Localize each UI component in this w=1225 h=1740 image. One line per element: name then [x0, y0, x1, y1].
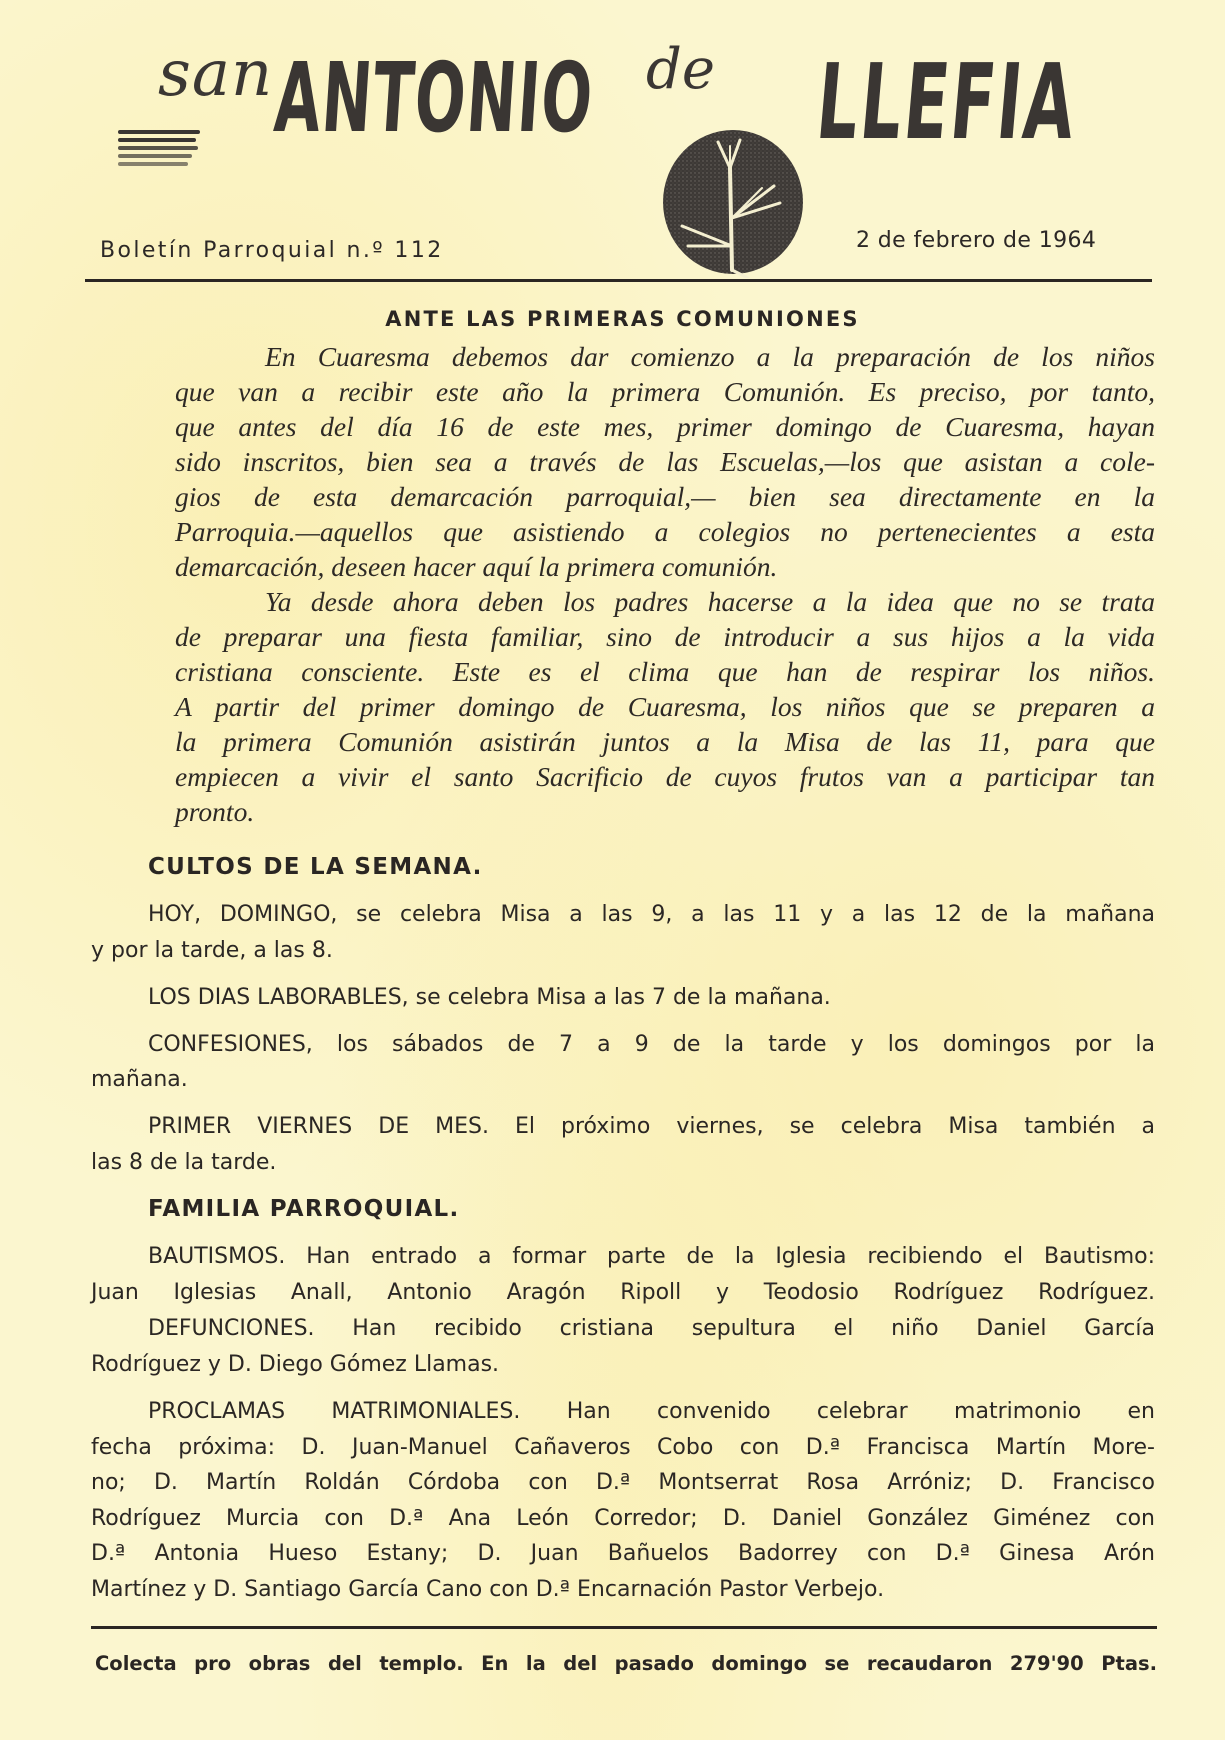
article-line: cristiana consciente. Este es el clima que han de respirar los niños.: [175, 656, 1155, 687]
article-line: Ya desde ahora deben los padres hacerse a la idea que no se trata: [265, 586, 1155, 617]
familia-line: Martínez y D. Santiago García Cano con D.ª Encarnación Pastor Verbejo.: [91, 1577, 885, 1602]
familia-line: PROCLAMAS MATRIMONIALES. Han convenido celebrar matrimonio en: [148, 1399, 1155, 1424]
familia-line: Rodríguez y D. Diego Gómez Llamas.: [91, 1352, 500, 1377]
article-line: pronto.: [175, 796, 255, 827]
familia-line: D.ª Antonia Hueso Estany; D. Juan Bañuelos Badorrey con D.ª Ginesa Arón: [91, 1541, 1155, 1566]
issue-date: 2 de febrero de 1964: [856, 228, 1097, 253]
masthead-title-antonio: ANTONIO: [271, 42, 597, 154]
cultos-line: y por la tarde, a las 8.: [91, 938, 333, 963]
familia-line: Juan Iglesias Anall, Antonio Aragón Ripoll y Teodosio Rodríguez Rodríguez.: [91, 1280, 1155, 1305]
bulletin-number: Boletín Parroquial n.º 112: [100, 238, 444, 263]
article-line: demarcación, deseen hacer aquí la primera comunión.: [175, 551, 778, 582]
masthead-title-san: san: [158, 37, 274, 111]
familia-line: BAUTISMOS. Han entrado a formar parte de la Iglesia recibiendo el Bautismo:: [148, 1244, 1155, 1269]
article-line: Parroquia.—aquellos que asistiendo a colegios no pertenecientes a esta: [175, 516, 1155, 547]
article-line: la primera Comunión asistirán juntos a la Misa de las 11, para que: [175, 726, 1155, 757]
masthead-title-de: de: [646, 37, 715, 102]
printer-stamp-icon: [118, 130, 200, 190]
section-heading-cultos: CULTOS DE LA SEMANA.: [148, 854, 483, 880]
article-line: gios de esta demarcación parroquial,— bien sea directamente en la: [175, 481, 1155, 512]
familia-line: no; D. Martín Roldán Córdoba con D.ª Montserrat Rosa Arróniz; D. Francisco: [91, 1470, 1155, 1495]
article-line: que van a recibir este año la primera Comunión. Es preciso, por tanto,: [175, 376, 1155, 407]
cultos-line: HOY, DOMINGO, se celebra Misa a las 9, a las 11 y a las 12 de la mañana: [148, 902, 1155, 927]
cultos-line: LOS DIAS LABORABLES, se celebra Misa a las 7 de la mañana.: [148, 985, 831, 1010]
cultos-line: CONFESIONES, los sábados de 7 a 9 de la tarde y los domingos por la: [148, 1032, 1155, 1057]
article-title: ANTE LAS PRIMERAS COMUNIONES: [385, 307, 860, 331]
article-line: de preparar una fiesta familiar, sino de introducir a sus hijos a la vida: [175, 621, 1155, 652]
parish-logo-icon: [662, 128, 804, 278]
collection-note: Colecta pro obras del templo. En la del pasado domingo se recaudaron 279'90 Ptas.: [95, 1652, 1157, 1675]
familia-line: DEFUNCIONES. Han recibido cristiana sepultura el niño Daniel García: [148, 1316, 1155, 1341]
article-line: A partir del primer domingo de Cuaresma, los niños que se preparen a: [175, 691, 1155, 722]
familia-line: fecha próxima: D. Juan-Manuel Cañaveros Cobo con D.ª Francisca Martín More-: [91, 1435, 1155, 1460]
familia-line: Rodríguez Murcia con D.ª Ana León Corredor; D. Daniel González Giménez con: [91, 1506, 1155, 1531]
article-line: empiecen a vivir el santo Sacrificio de cuyos frutos van a participar tan: [175, 761, 1155, 792]
cultos-line: PRIMER VIERNES DE MES. El próximo viernes, se celebra Misa también a: [148, 1114, 1155, 1139]
header-divider: [85, 279, 1152, 282]
footer-divider: [91, 1626, 1157, 1629]
article-line: En Cuaresma debemos dar comienzo a la preparación de los niños: [265, 341, 1155, 372]
article-line: sido inscritos, bien sea a través de las Escuelas,—los que asistan a cole-: [175, 446, 1155, 477]
section-heading-familia: FAMILIA PARROQUIAL.: [148, 1196, 460, 1222]
article-line: que antes del día 16 de este mes, primer domingo de Cuaresma, hayan: [175, 411, 1155, 442]
masthead-title-llefia: LLEFIA: [812, 41, 1082, 163]
cultos-line: las 8 de la tarde.: [91, 1150, 277, 1175]
cultos-line: mañana.: [91, 1067, 188, 1092]
